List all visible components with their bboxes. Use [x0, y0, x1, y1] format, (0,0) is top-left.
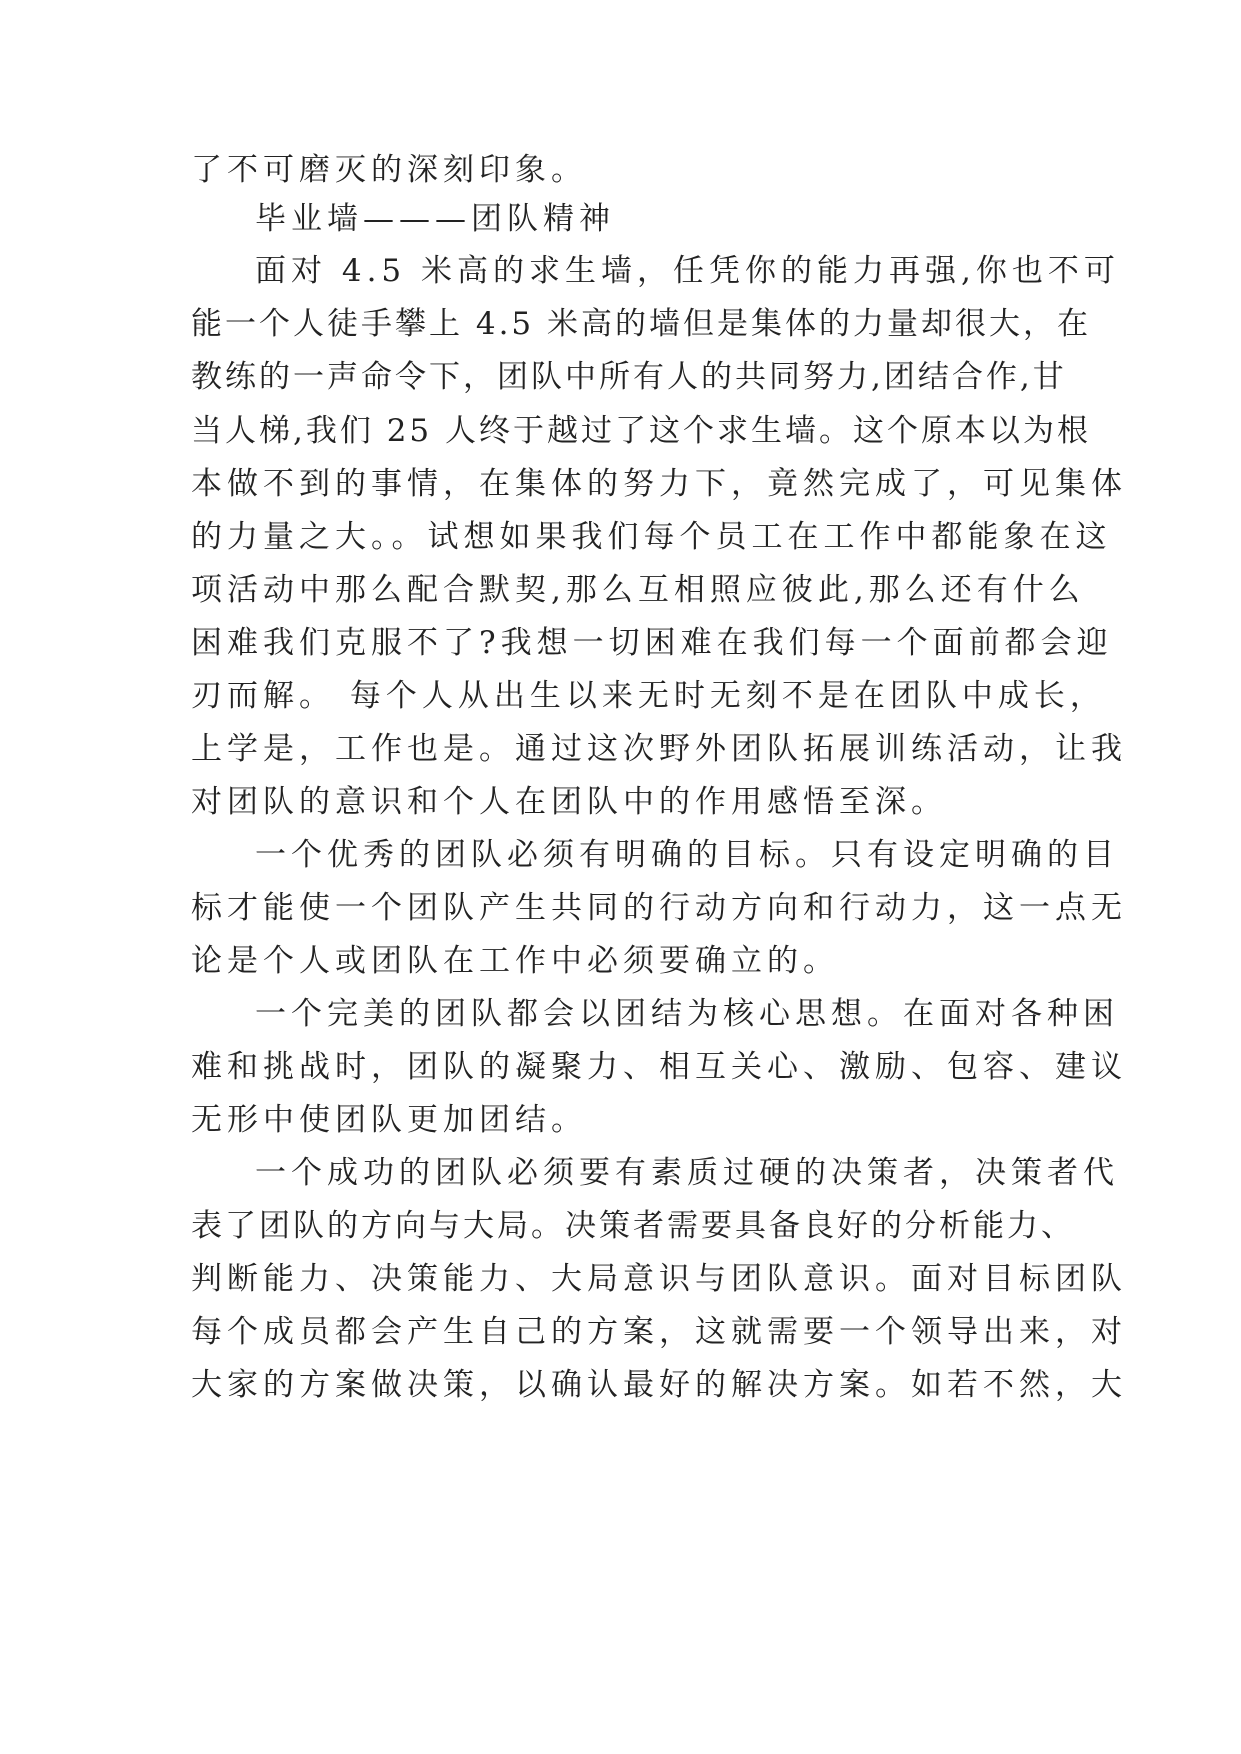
text-line: 刃而解。 每个人从出生以来无时无刻不是在团队中成长，	[191, 678, 1106, 714]
text-line: 无形中使团队更加团结。	[191, 1102, 587, 1138]
text-line: 大家的方案做决策，以确认最好的解决方案。如若不然，大	[191, 1367, 1127, 1403]
text-line: 表了团队的方向与大局。决策者需要具备良好的分析能力、	[191, 1208, 1075, 1244]
text-line: 标才能使一个团队产生共同的行动方向和行动力，这一点无	[191, 890, 1127, 926]
text-line: 一个优秀的团队必须有明确的目标。只有设定明确的目	[255, 837, 1119, 873]
text-line: 教练的一声命令下，团队中所有人的共同努力,团结合作,甘	[191, 359, 1067, 395]
text-line: 上学是，工作也是。通过这次野外团队拓展训练活动，让我	[191, 731, 1127, 767]
text-line: 每个成员都会产生自己的方案，这就需要一个领导出来，对	[191, 1314, 1127, 1350]
text-line: 的力量之大。。试想如果我们每个员工在工作中都能象在这	[191, 519, 1112, 555]
text-line: 困难我们克服不了?我想一切困难在我们每一个面前都会迎	[191, 625, 1113, 661]
text-line: 本做不到的事情，在集体的努力下，竟然完成了，可见集体	[191, 466, 1127, 502]
text-line: 当人梯,我们 25 人终于越过了这个求生墙。这个原本以为根	[191, 413, 1092, 449]
text-line: 论是个人或团队在工作中必须要确立的。	[191, 943, 839, 979]
text-line: 能一个人徒手攀上 4.5 米高的墙但是集体的力量却很大，在	[191, 306, 1092, 342]
text-line: 一个成功的团队必须要有素质过硬的决策者，决策者代	[255, 1155, 1119, 1191]
text-line: 了不可磨灭的深刻印象。	[191, 152, 587, 188]
text-line: 对团队的意识和个人在团队中的作用感悟至深。	[191, 784, 947, 820]
text-line: 难和挑战时，团队的凝聚力、相互关心、激励、包容、建议	[191, 1049, 1127, 1085]
text-line: 面对 4.5 米高的求生墙，任凭你的能力再强,你也不可	[255, 253, 1120, 289]
text-line: 项活动中那么配合默契,那么互相照应彼此,那么还有什么	[191, 572, 1085, 608]
section-heading: 毕业墙———团队精神	[255, 201, 615, 237]
text-line: 一个完美的团队都会以团结为核心思想。在面对各种困	[255, 996, 1119, 1032]
text-line: 判断能力、决策能力、大局意识与团队意识。面对目标团队	[191, 1261, 1127, 1297]
